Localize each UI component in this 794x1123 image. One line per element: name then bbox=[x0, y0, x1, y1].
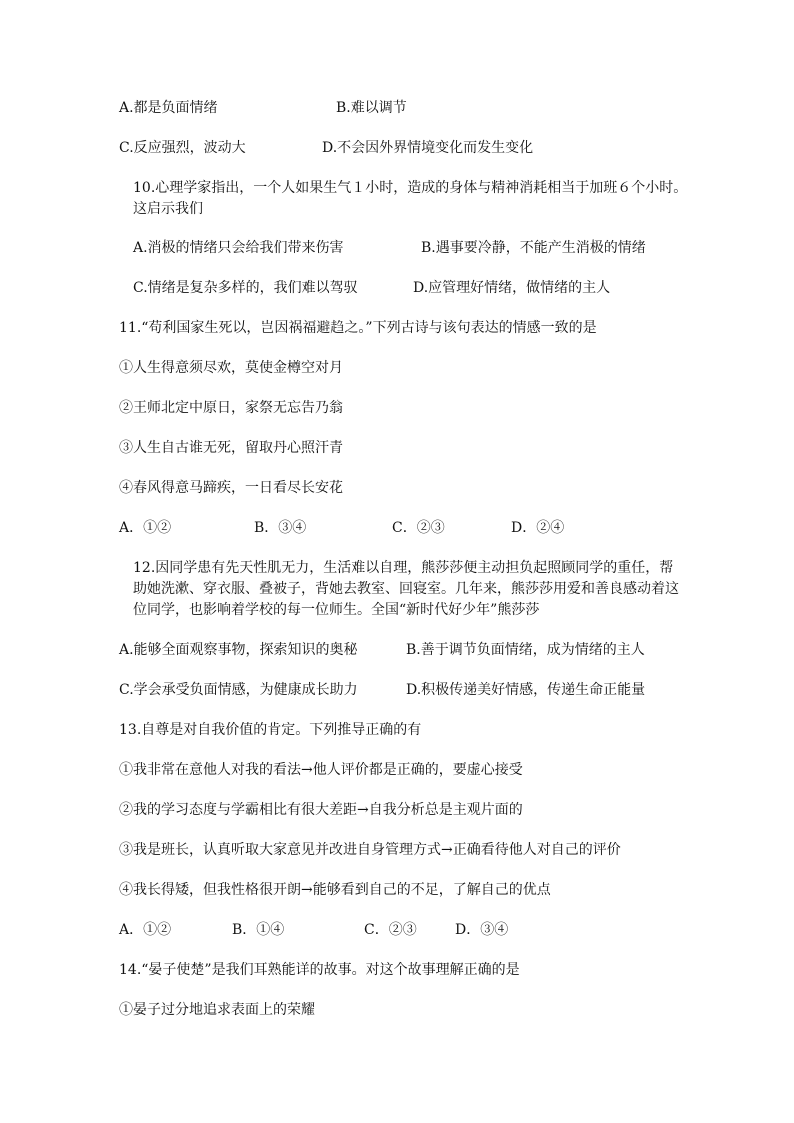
q11-item-1: ①人生得意须尽欢，莫使金樽空对月 bbox=[119, 360, 343, 376]
q9-option-d: D.不会因外界情境变化而发生变化 bbox=[322, 140, 534, 156]
q10-option-c: C.情绪是复杂多样的，我们难以驾驭 bbox=[133, 280, 358, 296]
q10-option-d: D.应管理好情绪，做情绪的主人 bbox=[413, 280, 611, 296]
q13-option-c: C．②③ bbox=[364, 922, 417, 938]
q13-item-1: ①我非常在意他人对我的看法→他人评价都是正确的，要虚心接受 bbox=[119, 762, 523, 778]
q13-option-a: A．①② bbox=[119, 922, 172, 938]
q13-item-4: ④我长得矮，但我性格很开朗→能够看到自己的不足，了解自己的优点 bbox=[119, 882, 551, 898]
q12-stem-line2: 助她洗漱、穿衣服、叠被子，背她去教室、回寝室。几年来，熊莎莎用爱和善良感动着这 bbox=[133, 581, 679, 597]
q12-option-b: B.善于调节负面情绪，成为情绪的主人 bbox=[406, 642, 645, 658]
q11-option-c: C．②③ bbox=[392, 520, 445, 536]
q11-option-a: A．①② bbox=[119, 520, 172, 536]
q13-item-2: ②我的学习态度与学霸相比有很大差距→自我分析总是主观片面的 bbox=[119, 802, 523, 818]
q10-option-b: B.遇事要冷静，不能产生消极的情绪 bbox=[421, 240, 646, 256]
q9-option-a: A.都是负面情绪 bbox=[119, 100, 218, 116]
q12-option-a: A.能够全面观察事物，探索知识的奥秘 bbox=[119, 642, 358, 658]
q13-option-d: D．③④ bbox=[455, 922, 509, 938]
q10-option-a: A.消极的情绪只会给我们带来伤害 bbox=[133, 240, 344, 256]
q11-item-3: ③人生自古谁无死，留取丹心照汗青 bbox=[119, 440, 343, 456]
q9-option-b: B.难以调节 bbox=[336, 100, 407, 116]
q11-option-d: D．②④ bbox=[511, 520, 565, 536]
q13-option-b: B．①④ bbox=[232, 922, 285, 938]
q12-option-c: C.学会承受负面情感，为健康成长助力 bbox=[119, 682, 358, 698]
q12-stem-line1: 12.因同学患有先天性肌无力，生活难以自理，熊莎莎便主动担负起照顾同学的重任，帮 bbox=[133, 560, 674, 576]
q12-option-d: D.积极传递美好情感，传递生命正能量 bbox=[406, 682, 646, 698]
q11-stem: 11.“苟利国家生死以，岂因祸福避趋之。”下列古诗与该句表达的情感一致的是 bbox=[119, 320, 597, 336]
q11-option-b: B．③④ bbox=[254, 520, 307, 536]
q14-stem: 14.“晏子使楚”是我们耳熟能详的故事。对这个故事理解正确的是 bbox=[119, 962, 520, 978]
q10-stem-line2: 这启示我们 bbox=[133, 201, 203, 217]
q12-stem-line3: 位同学，也影响着学校的每一位师生。全国“新时代好少年”熊莎莎 bbox=[133, 602, 540, 618]
q13-item-3: ③我是班长，认真听取大家意见并改进自身管理方式→正确看待他人对自己的评价 bbox=[119, 842, 621, 858]
q14-item-1: ①晏子过分地追求表面上的荣耀 bbox=[119, 1002, 315, 1018]
q9-option-c: C.反应强烈，波动大 bbox=[119, 140, 246, 156]
q13-stem: 13.自尊是对自我价值的肯定。下列推导正确的有 bbox=[119, 722, 422, 738]
q10-stem-line1: 10.心理学家指出，一个人如果生气１小时，造成的身体与精神消耗相当于加班６个小时。 bbox=[133, 180, 688, 196]
q11-item-2: ②王师北定中原日，家祭无忘告乃翁 bbox=[119, 400, 343, 416]
q11-item-4: ④春风得意马蹄疾，一日看尽长安花 bbox=[119, 480, 343, 496]
